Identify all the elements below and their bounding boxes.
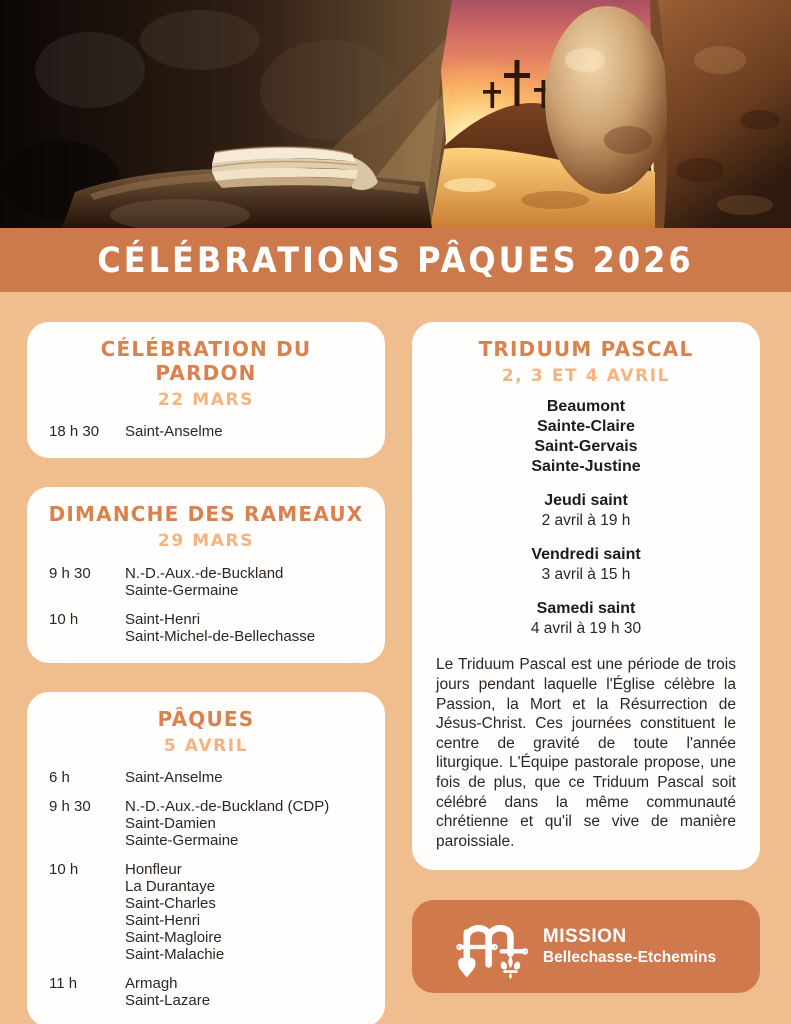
place-name: Saint-Anselme: [125, 769, 223, 787]
day-time: 2 avril à 19 h: [541, 512, 631, 530]
schedule-row: [49, 798, 363, 849]
place-name: Honfleur: [125, 861, 182, 879]
mission-logo-card: [412, 900, 760, 993]
day-name: Jeudi saint: [544, 492, 628, 510]
schedule-row: [49, 611, 363, 645]
title-banner: [0, 228, 791, 292]
schedule-row: [49, 975, 363, 1009]
schedule-places: [125, 769, 363, 786]
place-name: Saint-Henri: [125, 912, 201, 930]
schedule-row: [49, 565, 363, 599]
place-name: La Durantaye: [125, 878, 216, 896]
ground-highlight: [444, 178, 496, 192]
schedule-places: [125, 798, 363, 849]
poster-body: [0, 292, 791, 1024]
schedule-time: 6 h: [49, 769, 70, 787]
rock-mottle-2: [140, 10, 260, 70]
card-title: CÉLÉBRATION DU PARDON: [100, 337, 312, 385]
fleur-de-lis-icon: [501, 956, 520, 979]
place-name: Sainte-Germaine: [125, 581, 239, 599]
left-column: [27, 322, 385, 1024]
schedule-places: [125, 423, 363, 440]
poster-title: CÉLÉBRATIONS PÂQUES 2026: [97, 239, 694, 281]
rock-mottle-1: [35, 32, 145, 108]
schedule-time: 9 h 30: [49, 798, 91, 816]
right-column: [412, 322, 760, 993]
card-title: PÂQUES: [157, 706, 255, 731]
card-title: TRIDUUM PASCAL: [478, 337, 694, 361]
card-triduum-pascal: [412, 322, 760, 870]
stone-shadow: [604, 126, 652, 154]
wall-texture-2: [740, 110, 780, 130]
place-name: Sainte-Germaine: [125, 832, 239, 850]
church-name: Sainte-Claire: [537, 418, 635, 436]
church-list: [436, 397, 736, 477]
card-dimanche-des-rameaux: [27, 487, 385, 662]
hero-photo-empty-tomb: [0, 0, 791, 228]
card-date: 29 MARS: [157, 531, 255, 552]
place-name: Saint-Anselme: [125, 423, 223, 441]
schedule-time: 10 h: [49, 861, 79, 879]
schedule-time: 10 h: [49, 610, 79, 628]
place-name: Saint-Lazare: [125, 992, 211, 1010]
wall-texture-4: [717, 195, 773, 215]
day-name: Vendredi saint: [531, 546, 641, 564]
day-time: 4 avril à 19 h 30: [530, 620, 642, 638]
place-name: Saint-Malachie: [125, 946, 225, 964]
schedule-list: [47, 565, 365, 645]
card-title: DIMANCHE DES RAMEAUX: [48, 502, 364, 527]
mission-logo-icon: [456, 915, 530, 979]
triduum-day: [436, 491, 736, 531]
church-name: Sainte-Justine: [531, 458, 641, 476]
stone-highlight: [565, 48, 605, 72]
ground-shadow: [521, 191, 589, 209]
schedule-places: [125, 861, 363, 963]
triduum-description: Le Triduum Pascal est une période de trois jours pendant laquelle l'Église célèbre la Passion, la Mort et la Résurrection de Jésus-Christ. Ces journées constituent le centre de gravité de toute l'année liturgique. L'Équipe pastorale propose, une fois de plus, que ce Triduum Pascal soit célébré dans la même communauté chrétienne et qu'il se vive de manière paroissiale.: [436, 656, 736, 850]
schedule-row: [49, 861, 363, 963]
schedule-time: 11 h: [49, 975, 78, 993]
heart-icon: [458, 958, 475, 978]
wall-texture-1: [694, 46, 746, 74]
church-name: Saint-Gervais: [534, 438, 638, 456]
card-date: 22 MARS: [157, 390, 255, 410]
place-name: N.-D.-Aux.-de-Buckland (CDP): [125, 798, 330, 816]
place-name: Saint-Magloire: [125, 929, 222, 947]
place-name: Saint-Henri: [125, 610, 201, 628]
place-name: Saint-Charles: [125, 895, 216, 913]
church-name: Beaumont: [546, 398, 626, 416]
schedule-row: [49, 423, 363, 440]
triduum-day: [436, 599, 736, 639]
triduum-day: [436, 545, 736, 585]
card-date: 5 AVRIL: [163, 735, 249, 756]
schedule-list: [47, 423, 365, 440]
place-name: Saint-Damien: [125, 815, 216, 833]
schedule-places: [125, 611, 363, 645]
day-time: 3 avril à 15 h: [541, 566, 631, 584]
wall-texture-3: [676, 158, 724, 182]
hero-illustration: [0, 0, 791, 228]
schedule-places: [125, 975, 363, 1009]
schedule-time: 9 h 30: [49, 564, 91, 582]
rolled-stone: [545, 6, 669, 194]
schedule-time: 18 h 30: [49, 423, 100, 441]
place-name: N.-D.-Aux.-de-Buckland: [125, 564, 284, 582]
place-name: Armagh: [125, 975, 178, 993]
card-date: 2, 3 ET 4 AVRIL: [501, 366, 671, 386]
org-name: MISSION: [542, 926, 627, 948]
schedule-list: [47, 769, 365, 1009]
org-subname: Bellechasse-Etchemins: [542, 948, 717, 966]
mission-logo-text: [543, 926, 716, 967]
place-name: Saint-Michel-de-Bellechasse: [125, 627, 316, 645]
schedule-places: [125, 565, 363, 599]
card-celebration-du-pardon: [27, 322, 385, 458]
card-paques: [27, 692, 385, 1024]
day-name: Samedi saint: [536, 600, 636, 618]
schedule-row: [49, 769, 363, 786]
